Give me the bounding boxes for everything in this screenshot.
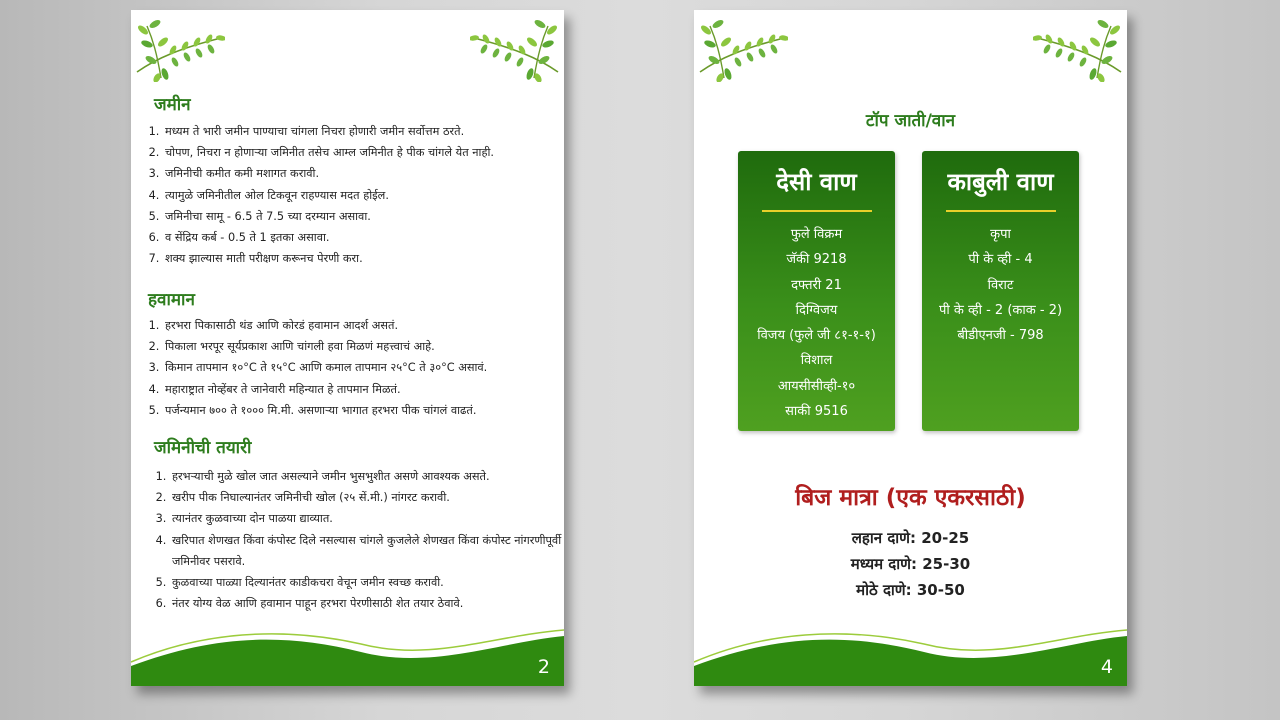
card-divider [946,210,1056,212]
list-item: 1. हरभरा पिकासाठी थंड आणि कोरडं हवामान आदर्श असतं. [163,315,564,336]
page-2 [131,10,564,686]
variety-item: विशाल [800,353,833,369]
varieties-title: टॉप जाती/वान [865,111,956,131]
variety-item: दफ्तरी 21 [791,277,842,293]
variety-item: साकी 9516 [785,404,848,420]
footer-wave [131,622,564,686]
list-item: 3. जमिनीची कमीत कमी मशागत करावी. [163,163,564,184]
variety-item: पी के व्ही - 2 (काक - 2) [938,302,1063,318]
list-item: 2. पिकाला भरपूर सूर्यप्रकाश आणि चांगली हवा मिळणं महत्त्वाचं आहे. [163,336,564,357]
variety-item: पी के व्ही - 4 [968,252,1033,268]
list-item: 6. नंतर योग्य वेळ आणि हवामान पाहून हरभरा पेरणीसाठी शेत तयार ठेवावे. [170,593,564,614]
seed-rate-list [694,525,1127,603]
page-number: 4 [1100,656,1113,678]
list-item: 3. त्यानंतर कुळवाच्या दोन पाळया द्याव्यात. [170,508,564,529]
seed-rate-item: लहान दाणे: 20-25 [851,529,970,547]
list-item: 1. हरभऱ्याची मुळे खोल जात असल्याने जमीन भुसभुशीत असणे आवश्यक असते. [170,466,564,487]
seed-rate-item: मध्यम दाणे: 25-30 [850,555,971,573]
variety-item: आयसीसीव्ही-१० [777,378,856,394]
list-item: 4. खरिपात शेणखत किंवा कंपोस्ट दिले नसल्यास चांगले कुजलेले शेणखत किंवा कंपोस्ट नांगरणीपूर्वी जमिनीवर पसरावे. [170,530,564,572]
page-number: 2 [537,656,550,678]
soil-list [133,121,564,269]
variety-item: कृपा [990,227,1011,242]
list-item: 4. त्यामुळे जमिनीतील ओल टिकवून राहण्यास मदत होईल. [163,185,564,206]
leafy-branch-icon [696,16,788,82]
leafy-branch-icon [470,16,562,82]
list-item: 4. महाराष्ट्रात नोव्हेंबर ते जानेवारी महिन्यात हे तापमान मिळतं. [163,379,564,400]
variety-item: जॅकी 9218 [786,252,847,268]
seed-rate-title: बिज मात्रा (एक एकरसाठी) [795,485,1026,511]
leafy-branch-icon [133,16,225,82]
variety-item: बीडीएनजी - 798 [957,328,1044,344]
list-item: 1. मध्यम ते भारी जमीन पाण्याचा चांगला निचरा होणारी जमीन सर्वोत्तम ठरते. [163,121,564,142]
climate-list [133,315,564,421]
seed-rate-item: मोठे दाणे: 30-50 [856,581,965,599]
kabuli-variety-card [922,151,1079,431]
leafy-branch-icon [1033,16,1125,82]
variety-item: विजय (फुले जी ८१-१-१) [757,328,876,344]
list-item: 5. पर्जन्यमान ७०० ते १००० मि.मी. असणाऱ्या भागात हरभरा पीक चांगलं वाढतं. [163,400,564,421]
variety-item: दिग्विजय [795,302,838,318]
variety-list [738,222,895,424]
variety-item: विराट [987,277,1014,293]
land-prep-list [140,466,564,614]
section-title-land-prep: जमिनीची तयारी [154,438,252,458]
card-title: देसी वाण [776,168,857,196]
variety-item: फुले विक्रम [790,227,843,242]
section-title-climate: हवामान [148,290,195,310]
list-item: 7. शक्य झाल्यास माती परीक्षण करूनच पेरणी करा. [163,248,564,269]
list-item: 6. व सेंद्रिय कर्ब - 0.5 ते 1 इतका असावा. [163,227,564,248]
card-divider [762,210,872,212]
page-4 [694,10,1127,686]
list-item: 5. जमिनीचा सामू - 6.5 ते 7.5 च्या दरम्यान असावा. [163,206,564,227]
list-item: 3. किमान तापमान १०°C ते १५°C आणि कमाल तापमान २५°C ते ३०°C असावं. [163,357,564,378]
variety-list [922,222,1079,348]
desi-variety-card [738,151,895,431]
list-item: 5. कुळवाच्या पाळ्या दिल्यानंतर काडीकचरा वेचून जमीन स्वच्छ करावी. [170,572,564,593]
list-item: 2. चोपण, निचरा न होणाऱ्या जमिनीत तसेच आम्ल जमिनीत हे पीक चांगले येत नाही. [163,142,564,163]
section-title-soil: जमीन [154,95,191,115]
list-item: 2. खरीप पीक निघाल्यानंतर जमिनीची खोल (२५ सें.मी.) नांगरट करावी. [170,487,564,508]
footer-wave [694,622,1127,686]
card-title: काबुली वाण [947,168,1054,196]
